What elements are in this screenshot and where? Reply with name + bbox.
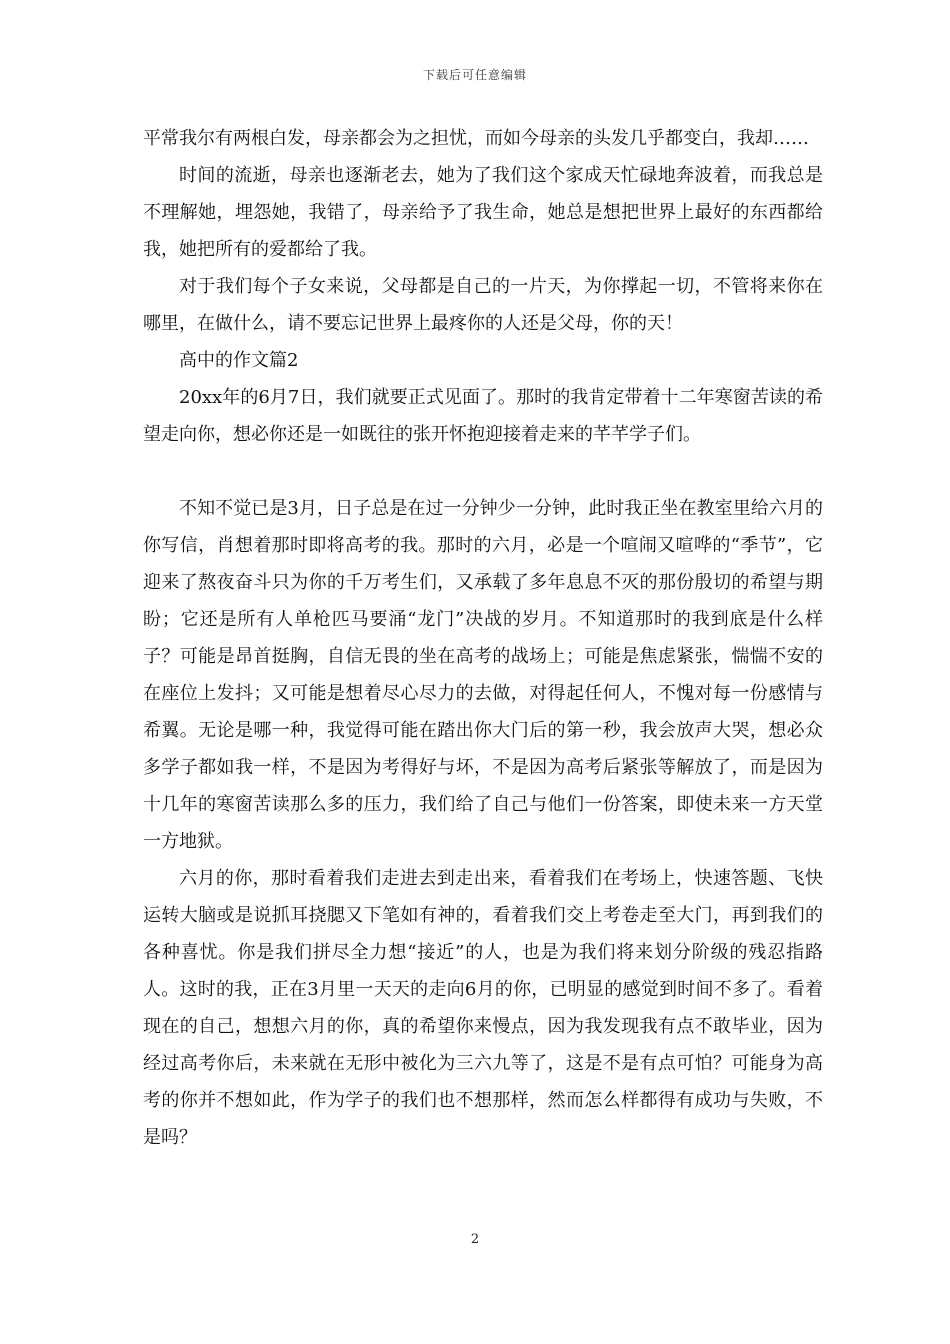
paragraph-1: 平常我尔有两根白发，母亲都会为之担忧，而如今母亲的头发几乎都变白，我却…… <box>143 128 809 149</box>
paragraph-6: 六月的你，那时看着我们走进去到走出来，看着我们在考场上，快速答题、飞快运转大脑或是说抓耳挠腮又下笔如有神的，看着我们交上考卷走至大门，再到我们的各种喜忧。你是我们拼尽全力想“接近”的人，也是为我们将来划分阶级的残忍指路人。这时的我，正在3月里一天天的走向6月的你，已明显的感觉到时间不多了。看着现在的自己，想想六月的你，真的希望你来慢点，因为我发现我有点不敢毕业，因为经过高考你后，未来就在无形中被化为三六九等了，这是不是有点可怕？可能身为高考的你并不想如此，作为学子的我们也不想那样，然而怎么样都得有成功与失败，不是吗？ <box>143 868 823 1148</box>
document-body <box>143 120 823 1156</box>
page-number: 2 <box>470 1232 480 1247</box>
paragraph-2: 时间的流逝，母亲也逐渐老去，她为了我们这个家成天忙碌地奔波着，而我总是不理解她，埋怨她，我错了，母亲给予了我生命，她总是想把世界上最好的东西都给我，她把所有的爱都给了我。 <box>143 165 823 260</box>
paragraph-4: 20xx年的6月7日，我们就要正式见面了。那时的我肯定带着十二年寒窗苦读的希望走向你，想必你还是一如既往的张开怀抱迎接着走来的芊芊学子们。 <box>143 387 823 445</box>
section-heading: 高中的作文篇2 <box>179 350 299 371</box>
paragraph-3: 对于我们每个子女来说，父母都是自己的一片天，为你撑起一切，不管将来你在哪里，在做什么，请不要忘记世界上最疼你的人还是父母，你的天！ <box>143 276 823 334</box>
page-header: 下载后可任意编辑 <box>422 68 527 82</box>
paragraph-5: 不知不觉已是3月，日子总是在过一分钟少一分钟，此时我正坐在教室里给六月的你写信，肖想着那时即将高考的我。那时的六月，必是一个喧闹又喧哗的“季节”，它迎来了熬夜奋斗只为你的千万考生们，又承载了多年息息不灭的那份殷切的希望与期盼；它还是所有人单枪匹马要涌“龙门”决战的岁月。不知道那时的我到底是什么样子？可能是昂首挺胸，自信无畏的坐在高考的战场上；可能是焦虑紧张，惴惴不安的在座位上发抖；又可能是想着尽心尽力的去做，对得起任何人，不愧对每一份感情与希翼。无论是哪一种，我觉得可能在踏出你大门后的第一秒，我会放声大哭，想必众多学子都如我一样，不是因为考得好与坏，不是因为高考后紧张等解放了，而是因为十几年的寒窗苦读那么多的压力，我们给了自己与他们一份答案，即使未来一方天堂一方地狱。 <box>143 498 823 852</box>
